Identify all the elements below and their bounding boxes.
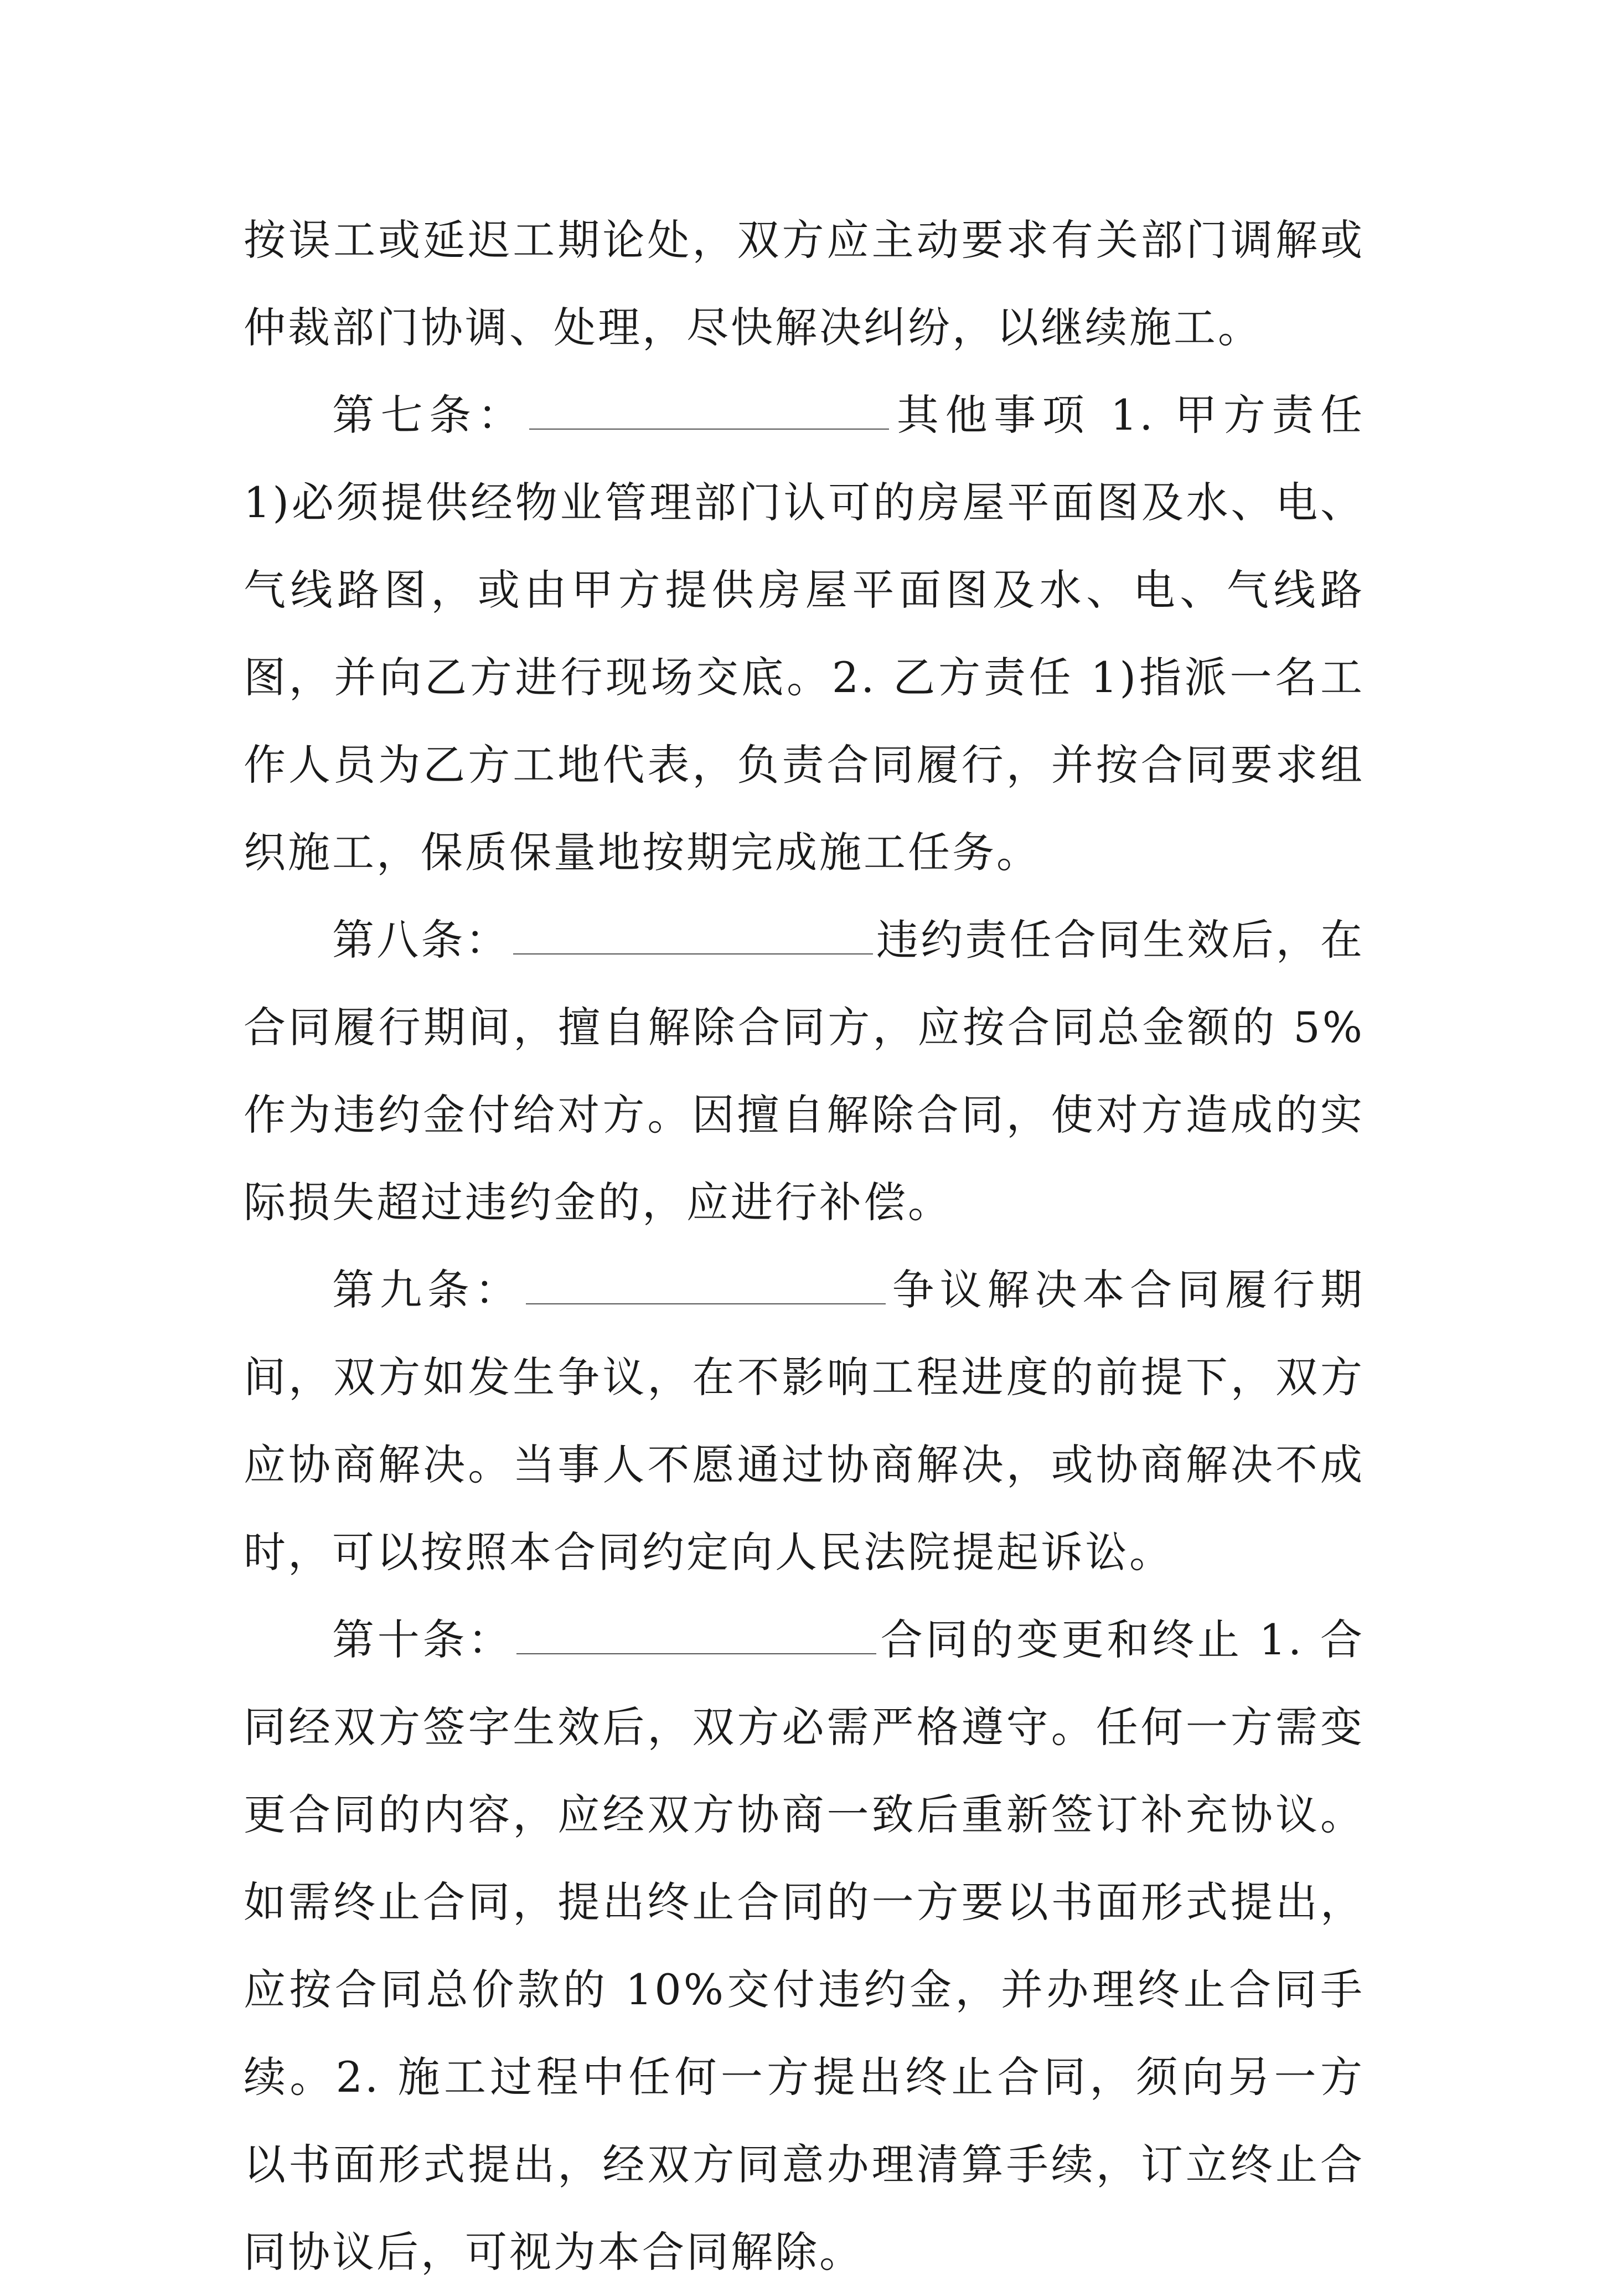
fill-in-blank[interactable] <box>529 423 889 430</box>
fill-in-blank[interactable] <box>526 1298 886 1304</box>
article-text: 违约责任合同生效后，在合同履行期间，擅自解除合同方，应按合同总金额的 5%作为违约金付给对方。因擅自解除合同，使对方造成的实际损失超过违约金的，应进行补偿。 <box>244 915 1365 1227</box>
paragraph-continuation <box>244 197 1365 372</box>
article-text: 合同的变更和终止 1. 合同经双方签字生效后，双方必需严格遵守。任何一方需变更合同的内容，应经双方协商一致后重新签订补充协议。如需终止合同，提出终止合同的一方要以书面形式提出，应按合同总价款的 10%交付违约金，并办理终止合同手续。2. 施工过程中任何一方提出终止合同，须向另一方以书面形式提出，经双方同意办理清算手续，订立终止合同协议后，可视为本合同解除。 <box>244 1615 1365 2277</box>
paragraph-article-10 <box>244 1596 1365 2296</box>
fill-in-blank[interactable] <box>513 948 873 954</box>
article-label: 第九条： <box>332 1265 523 1314</box>
paragraph-article-7 <box>244 372 1365 896</box>
paragraph-text: 按误工或延迟工期论处，双方应主动要求有关部门调解或仲裁部门协调、处理，尽快解决纠纷，以继续施工。 <box>244 215 1365 352</box>
document-body <box>244 197 1365 2296</box>
article-label: 第七条： <box>332 390 526 440</box>
article-label: 第十条： <box>332 1615 513 1664</box>
article-text: 争议解决本合同履行期间，双方如发生争议，在不影响工程进度的前提下，双方应协商解决。当事人不愿通过协商解决，或协商解决不成时，可以按照本合同约定向人民法院提起诉讼。 <box>244 1265 1365 1577</box>
paragraph-article-9 <box>244 1246 1365 1596</box>
paragraph-article-8 <box>244 896 1365 1246</box>
article-label: 第八条： <box>332 915 510 964</box>
fill-in-blank[interactable] <box>516 1648 876 1654</box>
article-text: 其他事项 1. 甲方责任 1)必须提供经物业管理部门认可的房屋平面图及水、电、气线路图，或由甲方提供房屋平面图及水、电、气线路图，并向乙方进行现场交底。2. 乙方责任 1)指派一名工作人员为乙方工地代表，负责合同履行，并按合同要求组织施工，保质保量地按期完成施工任务。 <box>244 390 1365 877</box>
